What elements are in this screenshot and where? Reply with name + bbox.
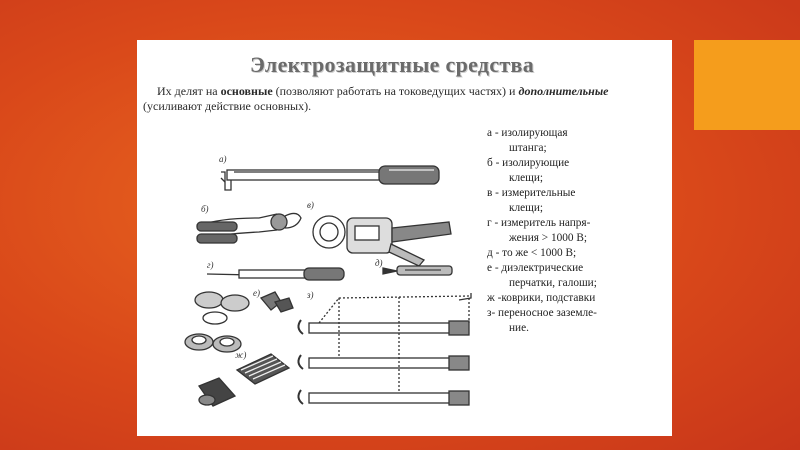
intro-text-1: Их делят на [157,84,221,98]
slide-content [137,40,672,436]
voltage-indicator-low [383,266,452,275]
slide-title: Электрозащитные средства [250,52,534,77]
intro-additional: дополнительные [518,84,609,98]
insulating-rod [221,166,439,190]
legend-item-e: е - диэлектрические перчатки, галоши; [487,262,597,289]
mats-stands [199,354,289,406]
label-b: б) [201,204,209,214]
accent-square [694,40,800,130]
insulating-pliers [197,213,301,243]
legend-item-g: г - измеритель напря- жения > 1000 В; [487,217,591,244]
equipment-illustration [179,148,479,433]
intro-basic: основные [220,84,273,98]
legend-item-zh: ж -коврики, подставки [487,292,596,304]
intro-text-3: (усиливают действие основных). [143,99,312,113]
label-g: г) [207,260,214,270]
legend-item-d: д - то же < 1000 В; [487,247,577,259]
label-d: д) [375,258,383,268]
legend-item-z: з- переносное заземле- ние. [487,307,597,334]
legend-list [487,126,672,336]
label-v: в) [307,200,314,210]
label-z: з) [307,290,314,300]
legend-item-b: б - изолирующие клещи; [487,157,570,184]
label-e: е) [253,288,260,298]
portable-grounding [298,293,471,405]
gloves-galoshes [185,292,293,352]
legend-item-a: а - изолирующая штанга; [487,127,568,154]
voltage-indicator-high [207,268,344,280]
intro-paragraph [143,84,667,114]
legend-item-v: в - измерительные клещи; [487,187,576,214]
label-a: а) [219,154,227,164]
label-zh: ж) [235,350,247,360]
intro-text-2: (позволяют работать на токоведущих частях) и [272,84,519,98]
